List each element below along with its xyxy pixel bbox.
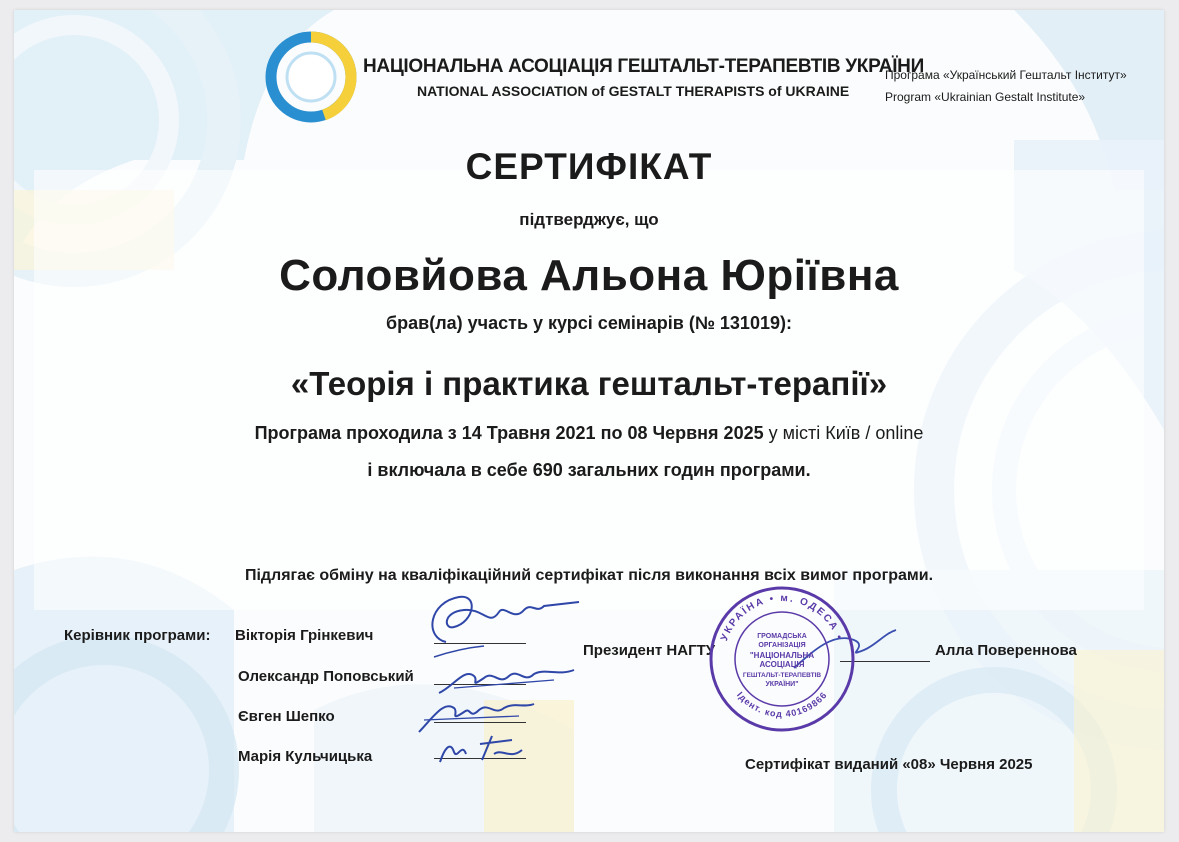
organization-stamp [707,584,857,734]
participation-text: брав(ла) участь у курсі семінарів (№ 131019): [386,313,792,333]
background-decoration [14,10,1164,832]
hours-suffix: загальних годин програми. [567,460,811,480]
stamp-line: УКРАЇНИ" [765,681,799,688]
stamp-line: ГЕШТАЛЬТ-ТЕРАПЕВТІВ [742,672,822,679]
hours-prefix: і включала в себе [367,460,528,480]
svg-text:Ідент. код 40169866 [735,690,829,719]
stamp-line: "НАЦІОНАЛЬНА [749,651,815,660]
program-name-en: Program «Ukrainian Gestalt Institute» [885,90,1086,104]
certificate-title: СЕРТИФІКАТ [465,146,713,187]
signature-grinkevych [404,582,584,662]
org-name-ua: НАЦІОНАЛЬНА АСОЦІАЦІЯ ГЕШТАЛЬТ-ТЕРАПЕВТІВ УКРАЇНИ [363,56,924,77]
period-prefix: Програма проходила з [254,423,457,443]
period-dates: 14 Травня 2021 по 08 Червня 2025 [461,423,764,443]
leader-name: Вікторія Грінкевич [235,627,374,644]
course-title: «Теорія і практика гештальт-терапії» [290,365,888,402]
leader-name: Олександр Поповський [238,668,414,685]
stamp-bottom-text: Ідент. код 40169866 [734,689,830,720]
program-name-ua: Програма «Український Гештальт Інститут» [885,68,1127,82]
president-name: Алла Повереннова [935,642,1077,659]
org-name-en: NATIONAL ASSOCIATION of GESTALT THERAPISTS of UKRAINE [417,83,850,99]
issue-date: Сертифікат виданий «08» Червня 2025 [745,756,1033,773]
confirms-text: підтверджує, що [519,210,659,229]
association-logo [264,30,358,124]
program-period [14,423,1164,444]
certificate [14,10,1164,832]
signature-kulchytska [432,730,542,770]
stamp-line: ГРОМАДСЬКА [757,633,807,640]
recipient-name: Соловйова Альона Юріївна [279,251,899,300]
stamp-line: ОРГАНІЗАЦІЯ [758,642,806,649]
hours-value: 690 [532,460,563,480]
president-label: Президент НАГТУ [583,642,716,659]
leader-name: Марія Кульчицька [238,748,373,765]
signature-popovskyi [434,658,584,698]
exchange-note: Підлягає обміну на кваліфікаційний сертифікат після виконання всіх вимог програми. [244,567,934,584]
stamp-line: АСОЦІАЦІЯ [759,660,805,669]
leader-name: Євген Шепко [238,708,335,725]
stamp-ring-text: УКРАЇНА • м. ОДЕСА • [719,592,845,643]
program-hours [14,460,1164,481]
period-suffix: у місті Київ / online [768,423,924,443]
leaders-label: Керівник програми: [64,627,211,644]
